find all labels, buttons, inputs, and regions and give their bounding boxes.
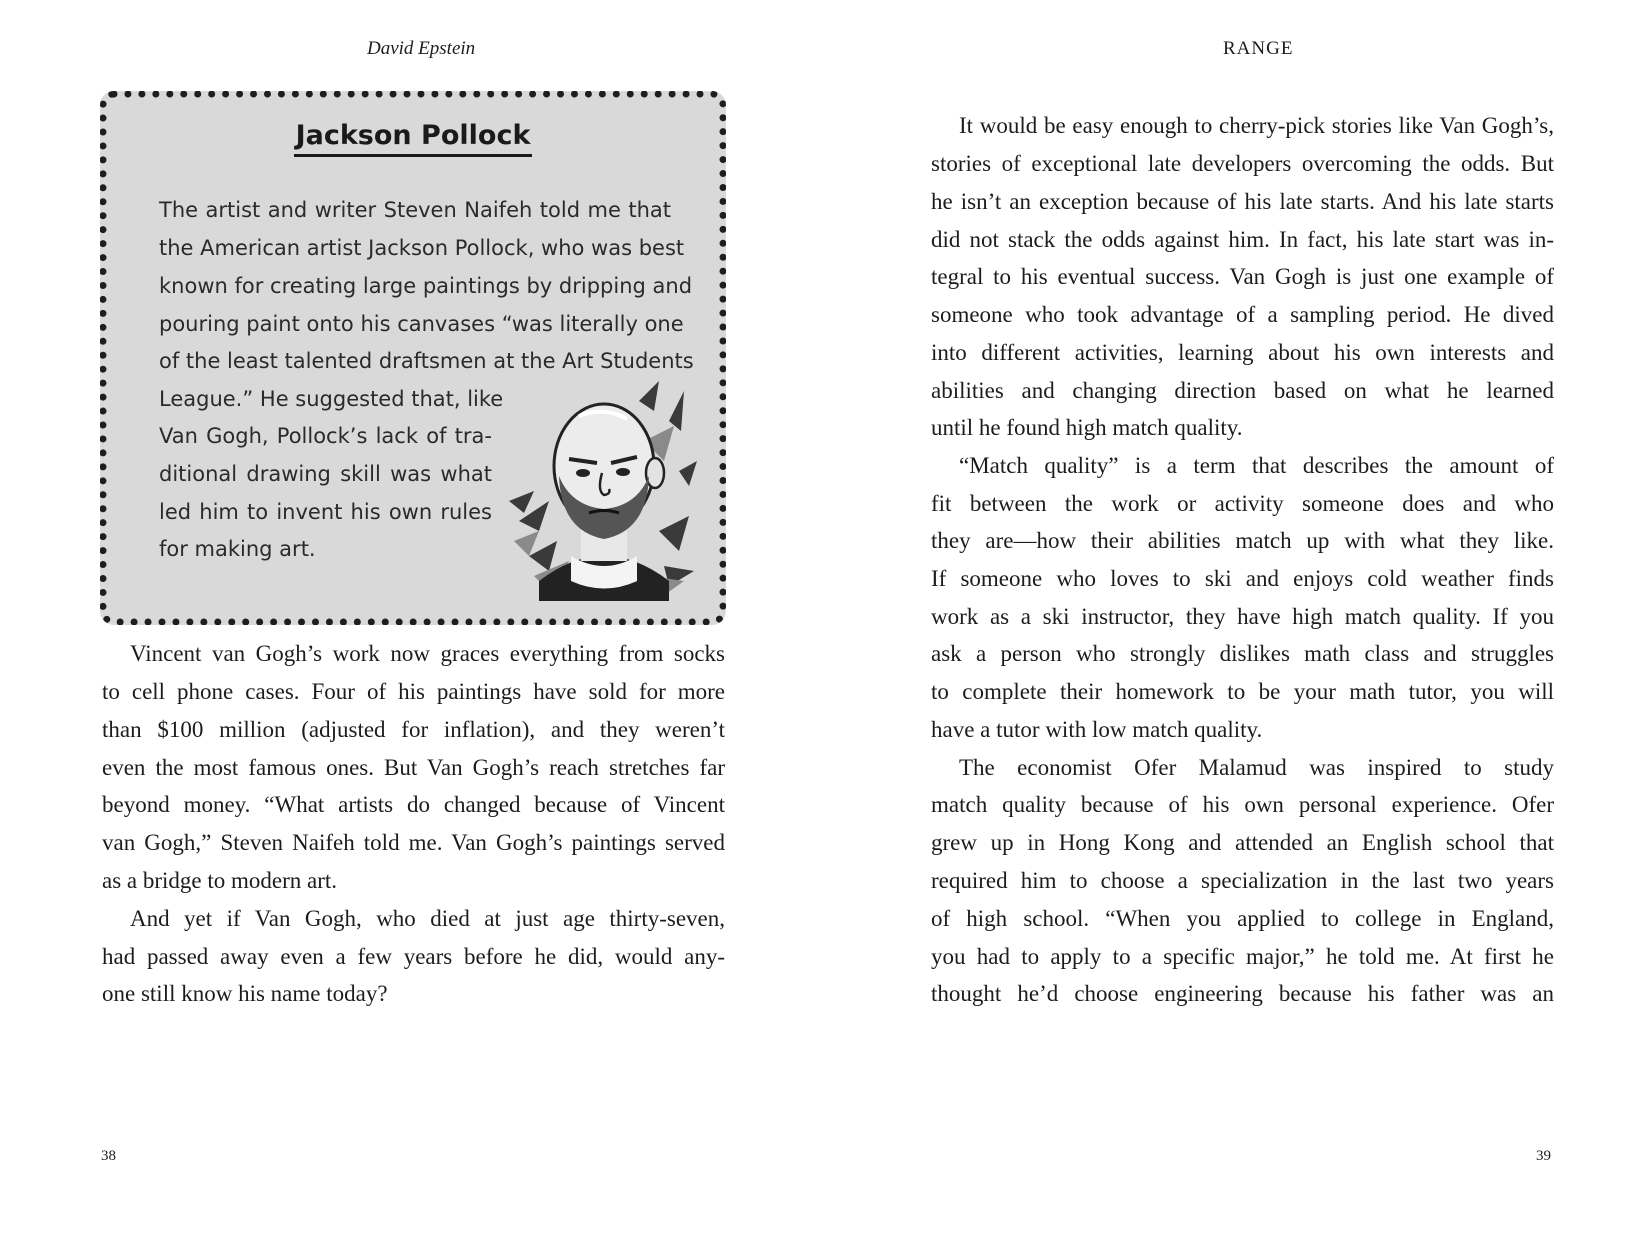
body-line: It would be easy enough to cherry-pick stories like Van Gogh’s, [959,113,1554,138]
body-line: you had to apply to a specific major,” he told me. At first he [931,944,1554,969]
body-line: work as a ski instructor, they have high match quality. If you [931,604,1554,629]
body-line: beyond money. “What artists do changed because of Vincent [102,792,725,817]
sidebar-line: for making art. [159,537,316,561]
sidebar-box [100,91,726,625]
right-page [823,0,1646,1234]
sidebar-line: the American artist Jackson Pollock, who was best [159,236,685,260]
sidebar-line: ditional drawing skill was what [159,462,492,486]
body-line: they are—how their abilities match up with what they like. [931,528,1554,553]
body-line: to cell phone cases. Four of his paintings have sold for more [102,679,725,704]
sidebar-title-text: Jackson Pollock [294,120,533,157]
body-line: thought he’d choose engineering because his father was an [931,981,1554,1006]
body-line: than $100 million (adjusted for inflation), and they weren’t [102,717,725,742]
sidebar-line: League.” He suggested that, like [159,387,504,411]
body-line: one still know his name today? [102,981,388,1006]
body-line: Vincent van Gogh’s work now graces everything from socks [130,641,725,666]
body-line: van Gogh,” Steven Naifeh told me. Van Gogh’s paintings served [102,830,725,855]
body-line: tegral to his eventual success. Van Gogh is just one example of [931,264,1554,289]
running-head-author: David Epstein [367,38,476,59]
body-line: to complete their homework to be your math tutor, you will [931,679,1554,704]
sidebar-line: led him to invent his own rules [159,500,492,524]
body-line: match quality because of his own personal experience. Ofer [931,792,1554,817]
body-line: stories of exceptional late developers overcoming the odds. But [931,151,1554,176]
body-line: someone who took advantage of a sampling period. He dived [931,302,1554,327]
body-line: had passed away even a few years before he did, would any- [102,944,725,969]
body-line: grew up in Hong Kong and attended an English school that [931,830,1554,855]
sidebar-line: known for creating large paintings by dripping and [159,274,693,298]
body-line: If someone who loves to ski and enjoys cold weather finds [931,566,1554,591]
body-line: he isn’t an exception because of his late starts. And his late starts [931,189,1554,214]
sidebar-line: Van Gogh, Pollock’s lack of tra- [159,424,492,448]
body-line: ask a person who strongly dislikes math class and struggles [931,641,1554,666]
body-line: have a tutor with low match quality. [931,717,1263,742]
sidebar-line: pouring paint onto his canvases “was literally one [159,312,684,336]
body-line: “Match quality” is a term that describes the amount of [959,453,1554,478]
sidebar-line: The artist and writer Steven Naifeh told me that [159,198,671,222]
body-line: fit between the work or activity someone does and who [931,491,1554,516]
body-line: And yet if Van Gogh, who died at just age thirty-seven, [130,906,725,931]
body-line: required him to choose a specialization in the last two years [931,868,1554,893]
body-line: even the most famous ones. But Van Gogh’s reach stretches far [102,755,725,780]
body-line: of high school. “When you applied to college in England, [931,906,1554,931]
sidebar-line: of the least talented draftsmen at the Art Students [159,349,694,373]
body-line: The economist Ofer Malamud was inspired to study [959,755,1554,780]
body-line: abilities and changing direction based on what he learned [931,378,1554,403]
sidebar-title [107,120,719,151]
page-number: 38 [101,1148,116,1164]
body-line: into different activities, learning about his own interests and [931,340,1554,365]
jackson-pollock-portrait [509,381,699,601]
page-number: 39 [1536,1148,1551,1164]
running-head-title: RANGE [1223,38,1294,59]
body-line: until he found high match quality. [931,415,1243,440]
body-line: did not stack the odds against him. In fact, his late start was in- [931,227,1554,252]
body-line: as a bridge to modern art. [102,868,338,893]
